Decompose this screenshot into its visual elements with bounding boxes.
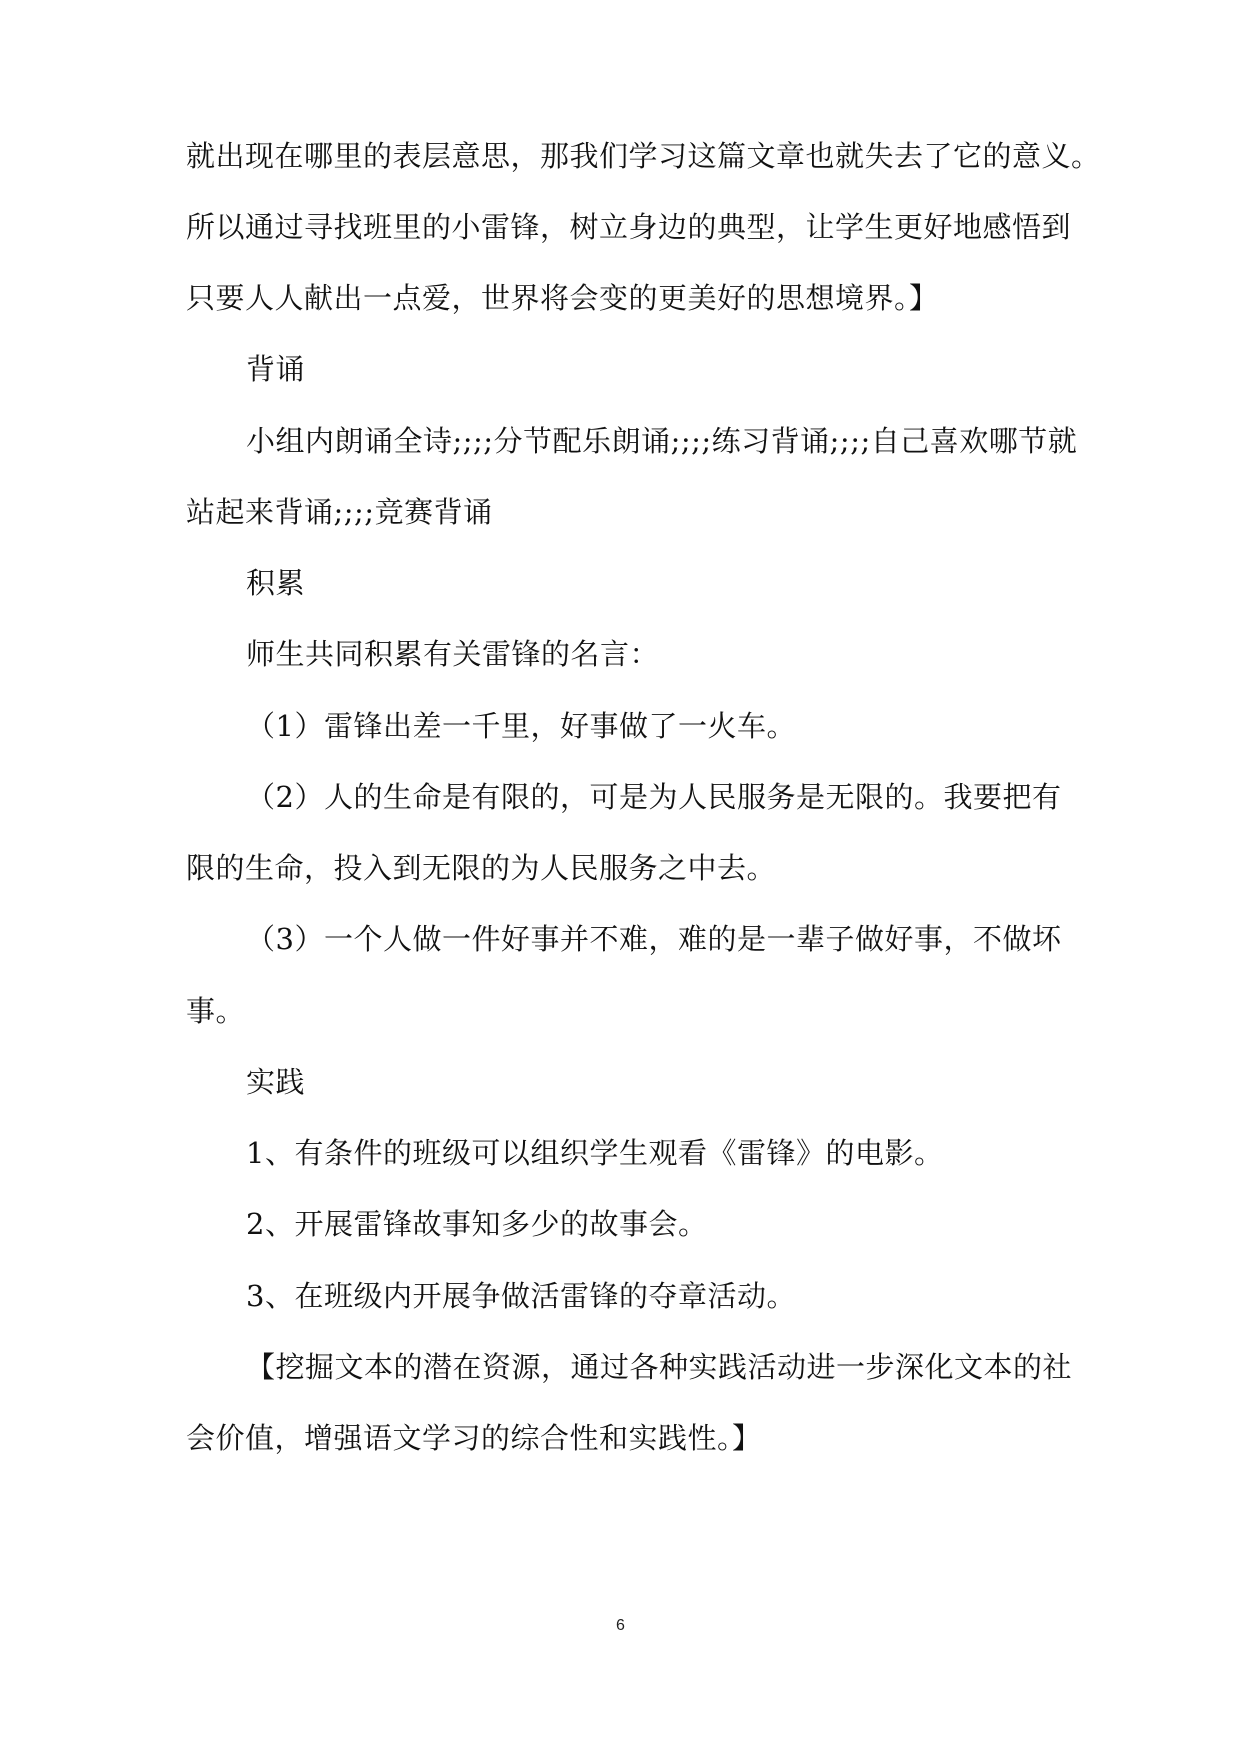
paragraph-line: 小组内朗诵全诗;;;;分节配乐朗诵;;;;练习背诵;;;;自己喜欢哪节就 [246,424,1078,458]
section-heading: 实践 [246,1065,306,1099]
paragraph-line: 会价值，增强语文学习的综合性和实践性。】 [186,1421,762,1455]
paragraph-line: 事。 [186,994,246,1028]
list-item: 3、在班级内开展争做活雷锋的夺章活动。 [246,1279,796,1313]
page-number: 6 [616,1617,625,1634]
section-heading: 积累 [246,566,306,600]
paragraph-line: 只要人人献出一点爱，世界将会变的更美好的思想境界。】 [186,281,939,315]
paragraph-line: 师生共同积累有关雷锋的名言： [246,637,660,671]
paragraph-line: 就出现在哪里的表层意思，那我们学习这篇文章也就失去了它的意义。 [186,139,1101,173]
quote-item: （2）人的生命是有限的，可是为人民服务是无限的。我要把有 [246,780,1062,814]
paragraph-line: 【挖掘文本的潜在资源，通过各种实践活动进一步深化文本的社 [246,1350,1073,1384]
paragraph-line: 所以通过寻找班里的小雷锋，树立身边的典型，让学生更好地感悟到 [186,210,1072,244]
section-heading: 背诵 [246,352,306,386]
list-item: 1、有条件的班级可以组织学生观看《雷锋》的电影。 [246,1136,944,1170]
quote-item: （1）雷锋出差一千里，好事做了一火车。 [246,709,796,743]
list-item: 2、开展雷锋故事知多少的故事会。 [246,1207,708,1241]
paragraph-line: 限的生命，投入到无限的为人民服务之中去。 [186,851,777,885]
paragraph-line: 站起来背诵;;;;竞赛背诵 [186,495,493,529]
quote-item: （3）一个人做一件好事并不难，难的是一辈子做好事，不做坏 [246,922,1062,956]
